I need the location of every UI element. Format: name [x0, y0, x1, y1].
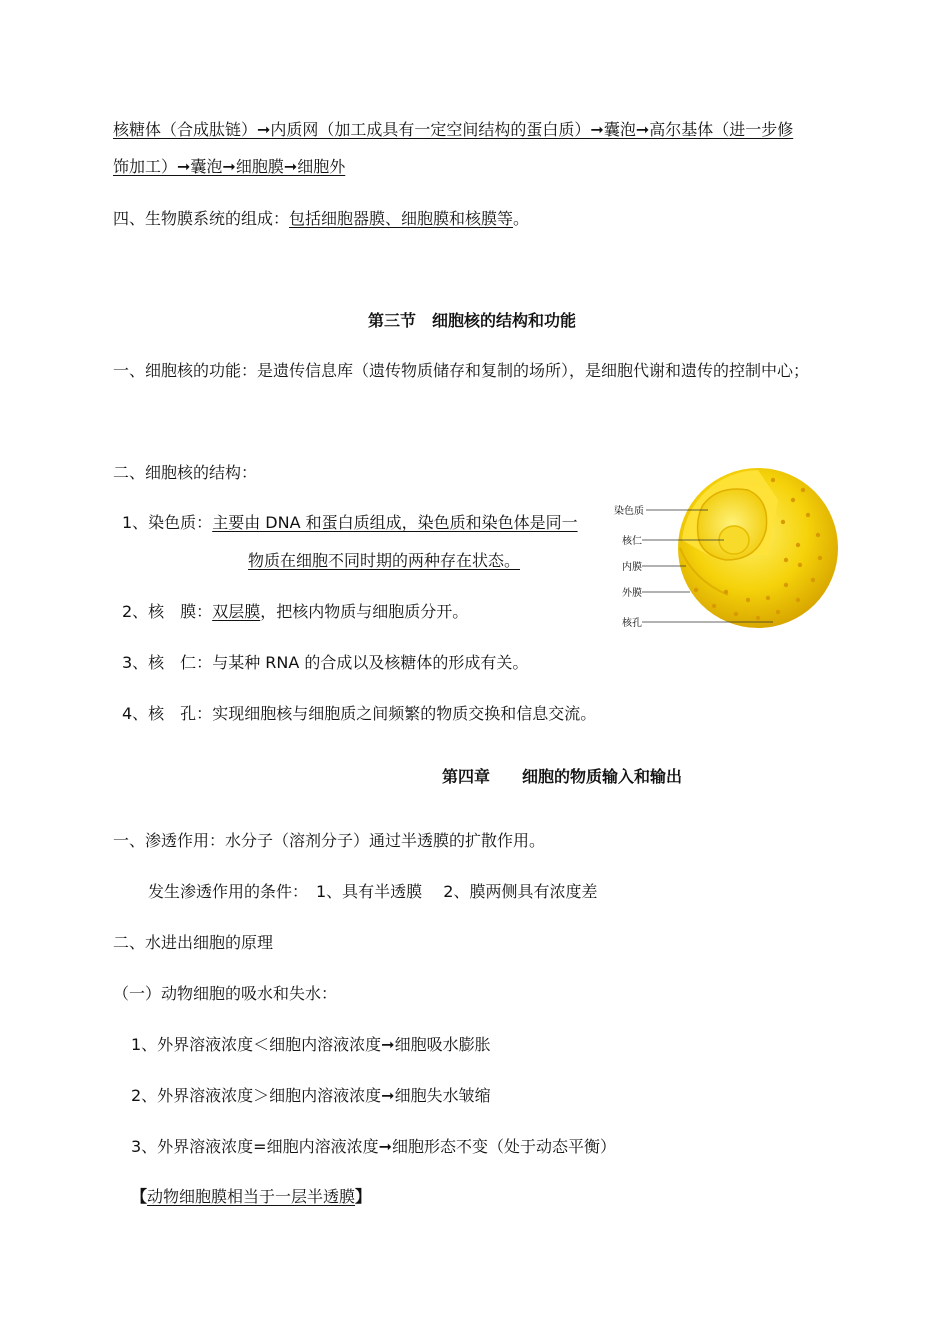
- membrane-system-suffix: 。: [513, 209, 530, 228]
- animal-membrane-note: [131, 1186, 371, 1208]
- animal-item-1: 1、外界溶液浓度＜细胞内溶液浓度➞细胞吸水膨胀: [131, 1035, 491, 1054]
- membrane-system-prefix: 四、生物膜系统的组成：: [113, 209, 290, 228]
- envelope-label: 2、核 膜：: [122, 602, 213, 621]
- animal-item-3: 3、外界溶液浓度=细胞内溶液浓度➞细胞形态不变（处于动态平衡）: [131, 1137, 616, 1156]
- membrane-system-content: 包括细胞器膜、细胞膜和核膜等: [289, 209, 514, 228]
- animal-cell-heading: （一）动物细胞的吸水和失水：: [113, 984, 338, 1003]
- label-inner-membrane: 内膜: [622, 562, 642, 573]
- nucleus-sphere-group: [678, 468, 838, 628]
- pore-text: 实现细胞核与细胞质之间频繁的物质交换和信息交流。: [212, 704, 597, 723]
- osmosis-definition: 一、渗透作用：水分子（溶剂分子）通过半透膜的扩散作用。: [113, 831, 546, 850]
- chromatin-label: 1、染色质：: [122, 513, 213, 532]
- label-outer-membrane: 外膜: [622, 588, 642, 599]
- protein-path-line2: 饰加工）➞囊泡➞细胞膜➞细胞外: [113, 157, 346, 176]
- nucleolus-item: [122, 652, 528, 674]
- protein-path-line1: 核糖体（合成肽链）➞内质网（加工成具有一定空间结构的蛋白质）➞囊泡➞高尔基体（进一步修: [113, 120, 794, 139]
- animal-item-2: 2、外界溶液浓度＞细胞内溶液浓度➞细胞失水皱缩: [131, 1086, 491, 1105]
- nucleus-function: 一、细胞核的功能：是遗传信息库（遗传物质储存和复制的场所），是细胞代谢和遗传的控制中心；: [113, 361, 810, 380]
- envelope-item: [122, 601, 468, 623]
- membrane-system-paragraph: [113, 208, 529, 230]
- envelope-underlined: 双层膜: [212, 602, 261, 621]
- note-close-bracket: 】: [355, 1187, 372, 1206]
- note-open-bracket: 【: [131, 1187, 148, 1206]
- chromatin-text-line1: 主要由 DNA 和蛋白质组成，染色质和染色体是同一: [212, 513, 578, 532]
- pore-label: 4、核 孔：: [122, 704, 213, 723]
- label-nucleolus: 核仁: [622, 536, 642, 547]
- envelope-rest: ，把核内物质与细胞质分开。: [260, 602, 469, 621]
- nucleus-diagram: [608, 460, 843, 640]
- label-nuclear-pore: 核孔: [622, 618, 642, 629]
- chromatin-text-line2: 物质在细胞不同时期的两种存在状态。: [248, 551, 521, 570]
- note-text: 动物细胞膜相当于一层半透膜: [147, 1187, 356, 1206]
- osmosis-conditions: 发生渗透作用的条件： 1、具有半透膜 2、膜两侧具有浓度差: [148, 882, 598, 901]
- pore-item: [122, 703, 596, 725]
- label-chromatin: 染色质: [614, 506, 644, 517]
- nucleolus-label: 3、核 仁：: [122, 653, 213, 672]
- nucleus-structure-heading: 二、细胞核的结构：: [113, 463, 258, 482]
- chapter4-title: 第四章 细胞的物质输入和输出: [442, 767, 683, 786]
- section3-title: 第三节 细胞核的结构和功能: [368, 311, 577, 330]
- water-heading: 二、水进出细胞的原理: [113, 933, 274, 952]
- chromatin-item: [122, 512, 578, 534]
- nucleolus-text: 与某种 RNA 的合成以及核糖体的形成有关。: [212, 653, 529, 672]
